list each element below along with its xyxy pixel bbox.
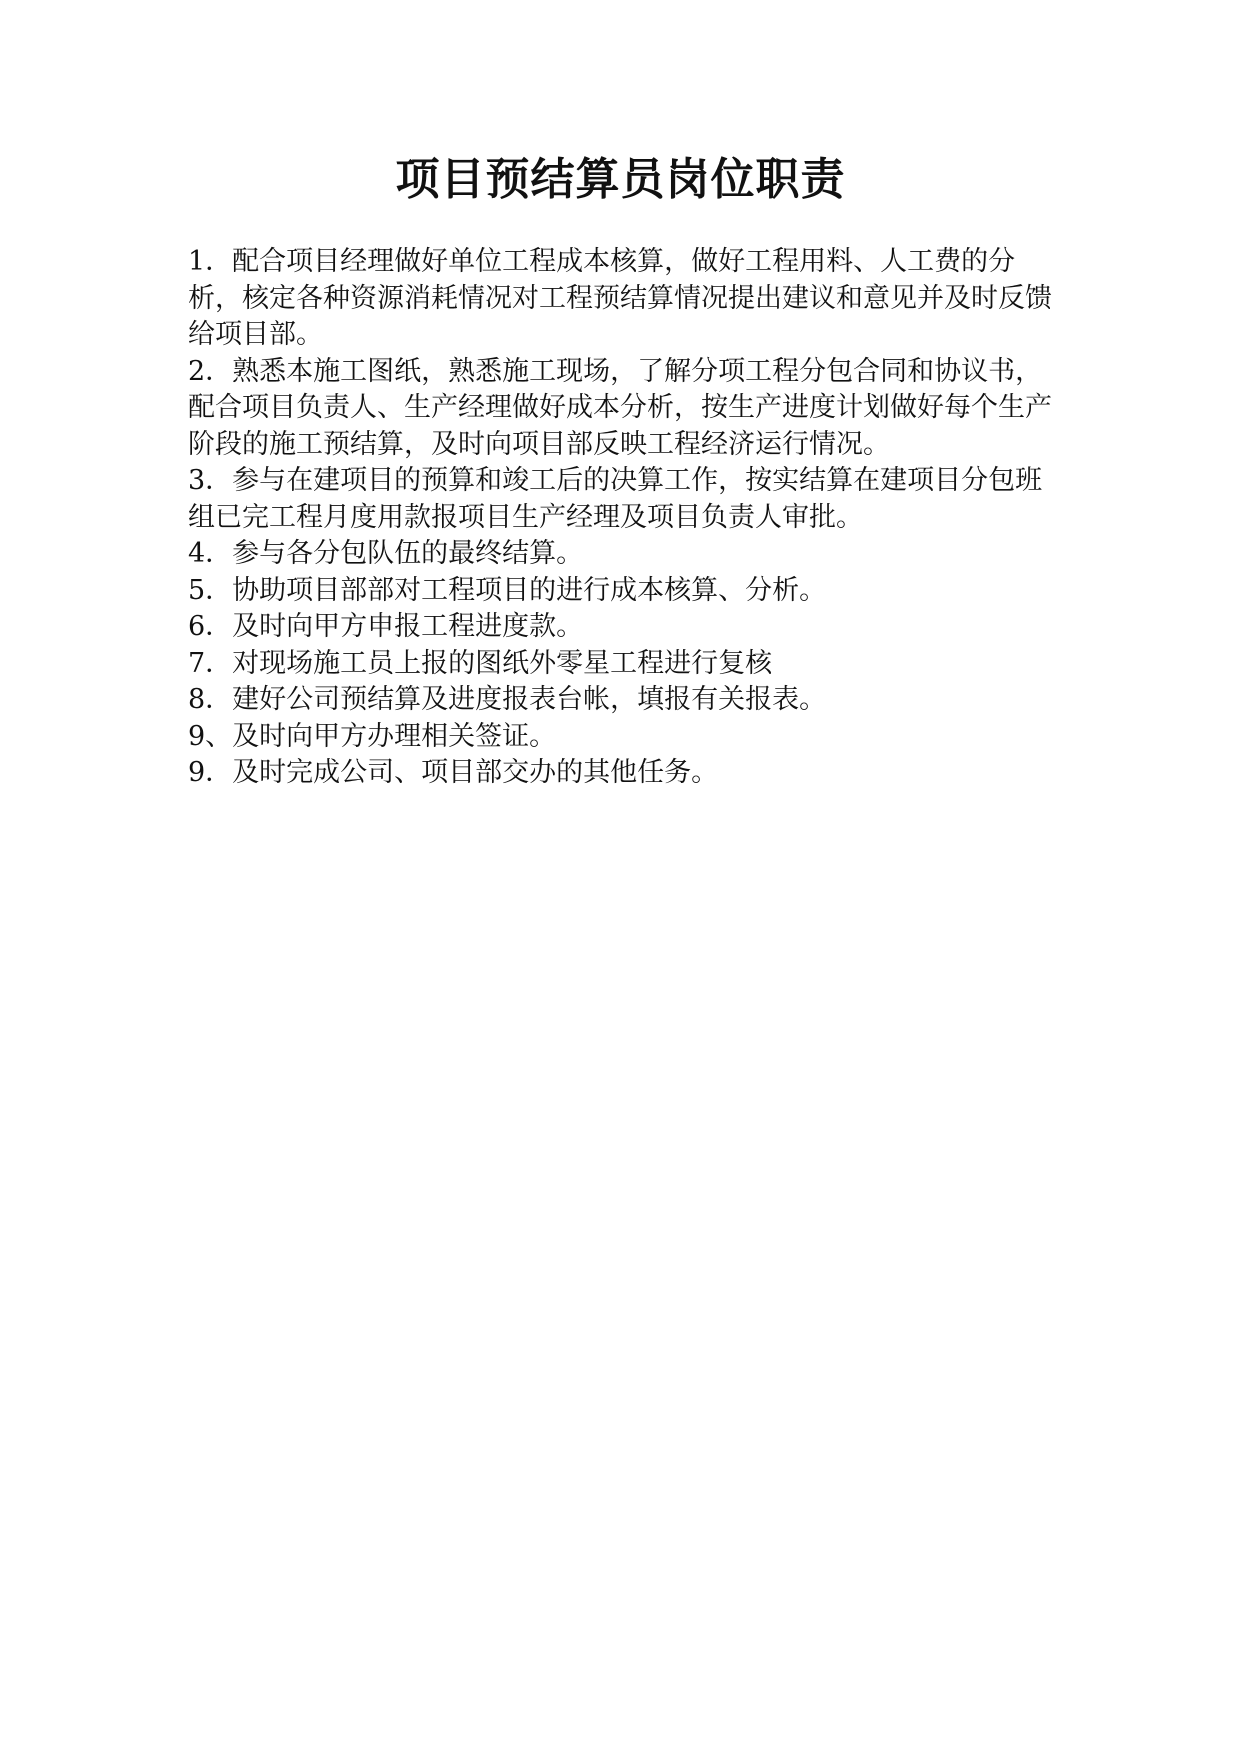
document-title: 项目预结算员岗位职责 xyxy=(395,154,846,205)
duty-item-6: 6．及时向甲方申报工程进度款。 xyxy=(188,611,584,642)
duty-item-8: 8．建好公司预结算及进度报表台帐，填报有关报表。 xyxy=(188,684,827,715)
duty-item-3: 3．参与在建项目的预算和竣工后的决算工作，按实结算在建项目分包班组已完工程月度用款报项目生产经理及项目负责人审批。 xyxy=(188,465,1043,533)
duty-item-9b: 9．及时完成公司、项目部交办的其他任务。 xyxy=(188,757,719,788)
duty-item-7: 7．对现场施工员上报的图纸外零星工程进行复核 xyxy=(188,647,773,679)
duty-item-9a: 9、及时向甲方办理相关签证。 xyxy=(188,720,557,752)
duty-list xyxy=(188,244,1068,792)
duty-item-2: 2．熟悉本施工图纸，熟悉施工现场，了解分项工程分包合同和协议书，配合项目负责人、生产经理做好成本分析，按生产进度计划做好每个生产阶段的施工预结算，及时向项目部反映工程经济运行情况。 xyxy=(188,355,1052,460)
duty-item-4: 4．参与各分包队伍的最终结算。 xyxy=(188,538,584,569)
duty-item-1: 1．配合项目经理做好单位工程成本核算，做好工程用料、人工费的分析，核定各种资源消耗情况对工程预结算情况提出建议和意见并及时反馈给项目部。 xyxy=(188,246,1052,350)
duty-item-5: 5．协助项目部部对工程项目的进行成本核算、分析。 xyxy=(188,574,827,606)
